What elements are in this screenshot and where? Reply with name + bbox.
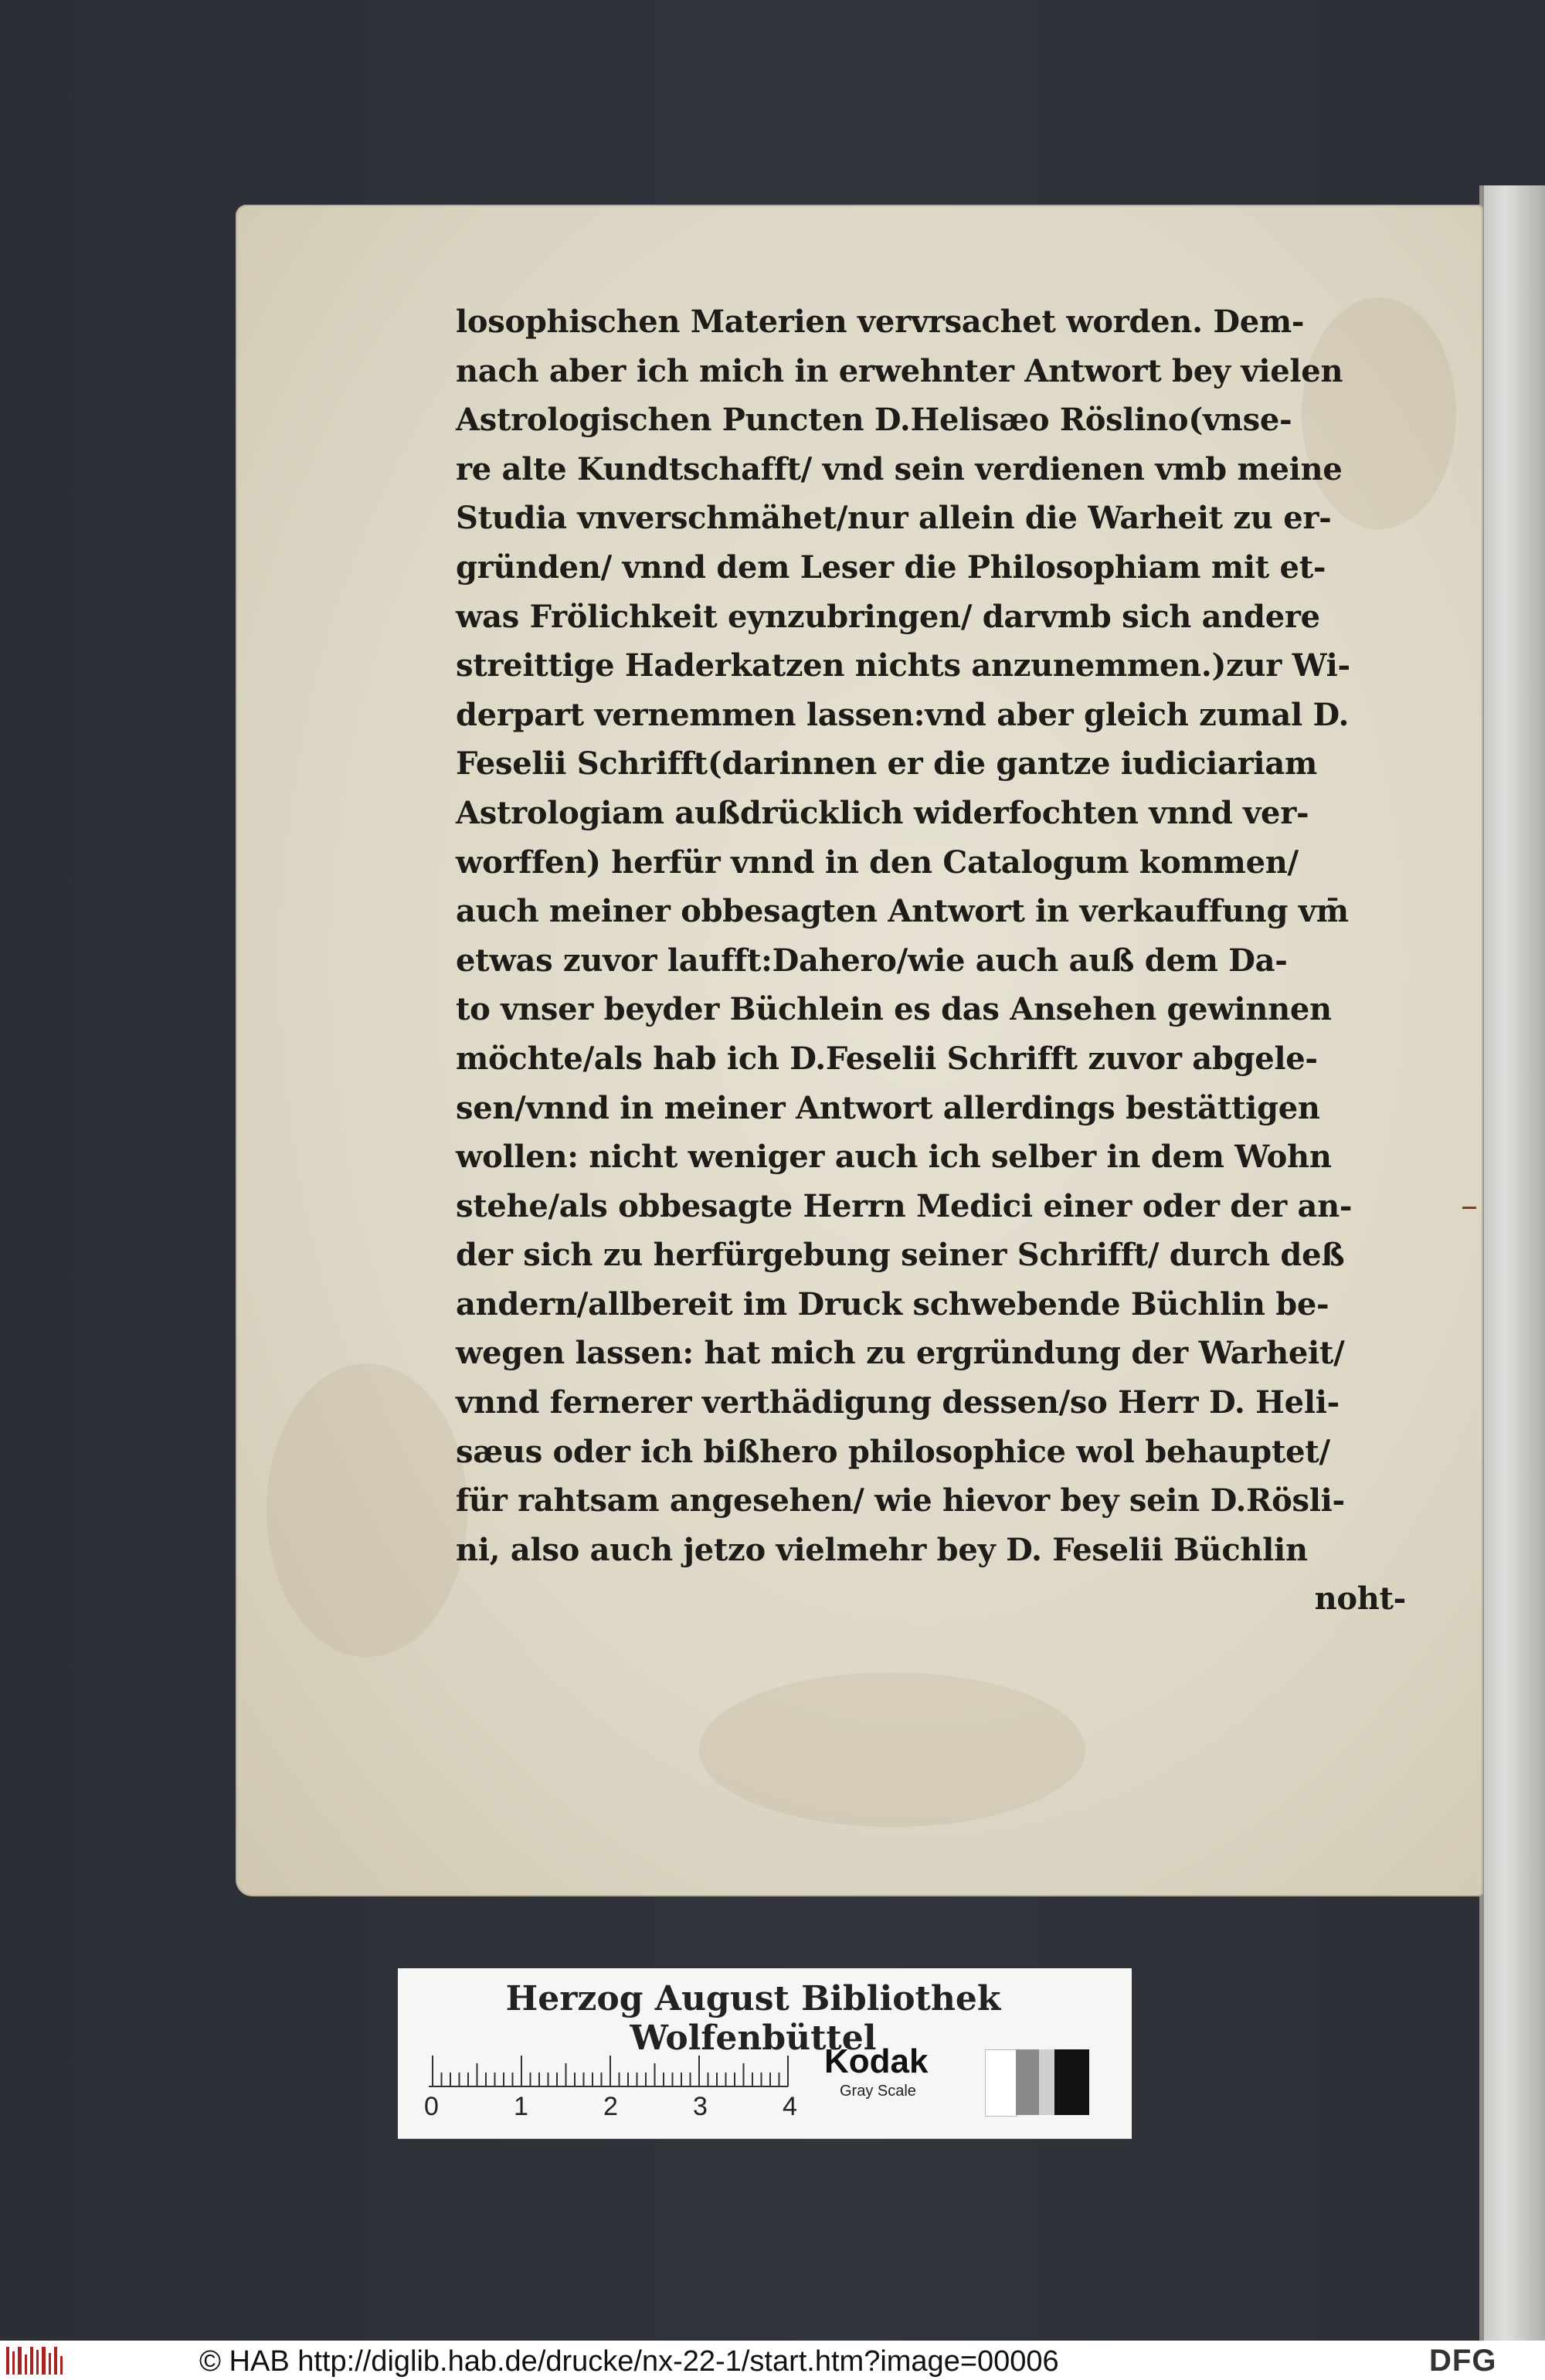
text-line: etwas zuvor laufft:Dahero/wie auch auß dem Da- bbox=[456, 942, 1288, 979]
library-name: Herzog August Bibliothek Wolfenbüttel bbox=[505, 1979, 1001, 2058]
text-line: gründen/ vnnd dem Leser die Philosophiam mit et- bbox=[456, 548, 1326, 586]
text-line: ni, also auch jetzo vielmehr bey D. Feselii Büchlin bbox=[456, 1531, 1308, 1568]
margin-mark bbox=[1462, 1207, 1476, 1209]
color-chart-card bbox=[398, 1968, 1132, 2138]
kodak-logo: Kodak bbox=[824, 2042, 929, 2080]
text-line: andern/allbereit im Druck schwebende Büchlin be- bbox=[456, 1285, 1329, 1322]
next-page-edge bbox=[1479, 185, 1545, 2341]
text-line: to vnser beyder Büchlein es das Ansehen gewinnen bbox=[456, 991, 1332, 1028]
gray-patch-black bbox=[1054, 2049, 1089, 2115]
ruler-number: 3 bbox=[693, 2092, 708, 2121]
text-line: worffen) herfür vnnd in den Catalogum kommen/ bbox=[456, 844, 1299, 881]
ruler-number: 1 bbox=[514, 2092, 528, 2121]
text-line: derpart vernemmen lassen:vnd aber gleich zumal D. bbox=[456, 696, 1350, 733]
gray-scale-label: Gray Scale bbox=[840, 2083, 916, 2100]
text-line: sæus oder ich bißhero philosophice wol behauptet/ bbox=[456, 1433, 1330, 1470]
ruler-number: 2 bbox=[603, 2092, 618, 2121]
text-line: der sich zu herfürgebung seiner Schrifft/ durch deß bbox=[456, 1237, 1345, 1274]
text-line: möchte/als hab ich D.Feselii Schrifft zuvor abgele- bbox=[456, 1040, 1318, 1077]
text-line: vnnd fernerer verthädigung dessen/so Herr D. Heli- bbox=[456, 1384, 1340, 1421]
paper-stain bbox=[699, 1672, 1085, 1827]
barcode-logo-icon bbox=[6, 2347, 68, 2375]
text-line: Feselii Schrifft(darinnen er die gantze iudiciariam bbox=[456, 745, 1317, 783]
page-text bbox=[456, 297, 1414, 1624]
text-line: nach aber ich mich in erwehnter Antwort bey vielen bbox=[456, 352, 1343, 389]
text-line: wegen lassen: hat mich zu ergründung der Warheit/ bbox=[456, 1335, 1345, 1372]
footer-bar bbox=[0, 2341, 1545, 2380]
ruler-number: 4 bbox=[783, 2092, 797, 2121]
text-line: für rahtsam angesehen/ wie hievor bey sein D.Rösli- bbox=[456, 1482, 1345, 1519]
text-line: re alte Kundtschafft/ vnd sein verdienen vmb meine bbox=[456, 450, 1343, 487]
dfg-logo: DFG bbox=[1429, 2344, 1497, 2378]
gray-patch-mid bbox=[1016, 2049, 1039, 2115]
text-line: wollen: nicht weniger auch ich selber in dem Wohn bbox=[456, 1139, 1332, 1176]
text-line: was Frölichkeit eynzubringen/ darvmb sich andere bbox=[456, 598, 1320, 635]
paper-stain bbox=[267, 1363, 467, 1657]
catchword: noht- bbox=[1314, 1580, 1406, 1618]
text-line: Astrologiam außdrücklich widerfochten vnnd ver- bbox=[456, 794, 1309, 831]
text-line: losophischen Materien vervrsachet worden. Dem- bbox=[456, 304, 1305, 340]
text-line: Studia vnverschmähet/nur allein die Warheit zu er- bbox=[456, 500, 1332, 537]
text-line: sen/vnnd in meiner Antwort allerdings bestättigen bbox=[456, 1089, 1320, 1126]
ruler-number: 0 bbox=[424, 2092, 439, 2121]
text-line: auch meiner obbesagten Antwort in verkauffung vm̄ bbox=[456, 893, 1349, 930]
gray-patch-light bbox=[1039, 2049, 1054, 2115]
ruler-scale-icon bbox=[429, 2042, 792, 2088]
source-url[interactable]: © HAB http://diglib.hab.de/drucke/nx-22-1/start.htm?image=00006 bbox=[199, 2345, 1059, 2378]
text-line: streittige Haderkatzen nichts anzunemmen.)zur Wi- bbox=[456, 647, 1350, 684]
text-line: stehe/als obbesagte Herrn Medici einer oder der an- bbox=[456, 1187, 1353, 1224]
gray-patch-white bbox=[985, 2049, 1017, 2117]
text-line: Astrologischen Puncten D.Helisæo Röslino(vnse- bbox=[456, 402, 1292, 439]
